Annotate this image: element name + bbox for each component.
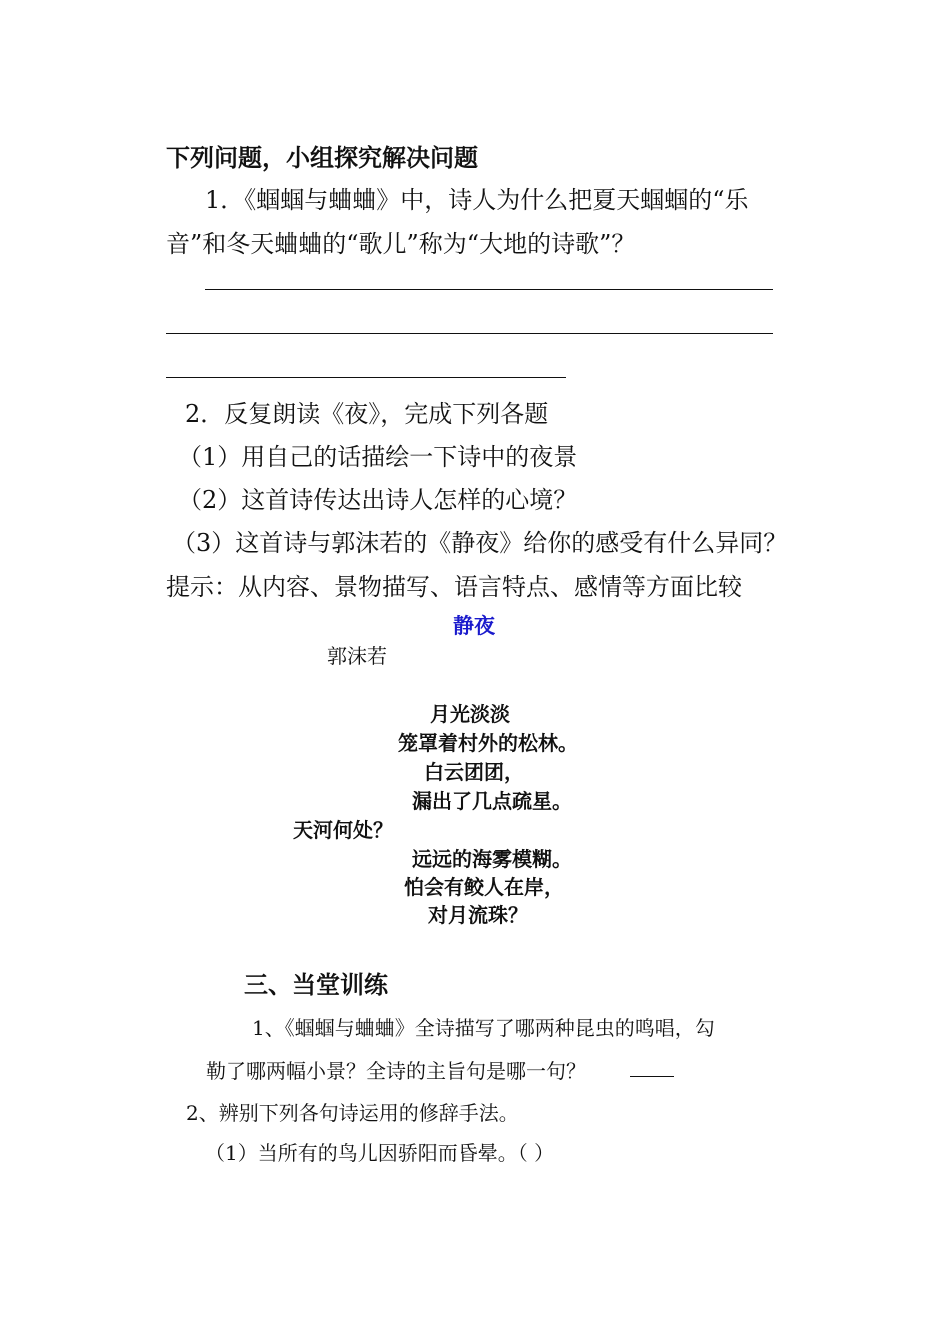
poem-line: 漏出了几点疏星。 [412,789,572,813]
practice-question-2: 2、辨别下列各句诗运用的修辞手法。 [186,1101,519,1125]
poem-line: 对月流珠？ [428,903,528,927]
question-2-hint: 提示：从内容、景物描写、语言特点、感情等方面比较 [166,573,742,601]
poem-line: 怕会有鲛人在岸， [404,875,564,899]
practice-heading: 三、当堂训练 [244,970,388,999]
question-2-item-3: （3）这首诗与郭沫若的《静夜》给你的感受有什么异同？ [172,529,788,557]
poem-line: 远远的海雾模糊。 [412,847,572,871]
question-1-line-2: 音”和冬天蛐蛐的“歌儿”称为“大地的诗歌”？ [166,230,636,258]
practice-question-1-line-2: 勒了哪两幅小景？全诗的主旨句是哪一句？ [206,1059,586,1083]
poem-author: 郭沫若 [327,644,387,668]
section-heading: 下列问题，小组探究解决问题 [166,143,478,172]
question-2-item-1: （1）用自己的话描绘一下诗中的夜景 [178,443,578,471]
practice-answer-blank [630,1076,674,1077]
question-1-line-1: 1．《蝈蝈与蛐蛐》中，诗人为什么把夏天蝈蝈的“乐 [205,186,749,214]
practice-question-2-item-1: （1）当所有的鸟儿因骄阳而昏晕。（ ） [205,1141,555,1165]
poem-line: 白云团团， [424,760,524,784]
answer-line-2 [166,333,773,334]
question-2-title: 2．反复朗读《夜》，完成下列各题 [185,400,549,428]
answer-line-3 [166,377,566,378]
poem-line: 月光淡淡 [430,702,510,726]
question-2-item-2: （2）这首诗传达出诗人怎样的心境？ [178,486,578,514]
poem-title: 静夜 [453,613,495,638]
poem-line: 天河何处？ [293,818,393,842]
practice-question-1-line-1: 1、《蝈蝈与蛐蛐》全诗描写了哪两种昆虫的鸣唱，勾 [252,1016,715,1040]
answer-line-1 [205,289,773,290]
poem-line: 笼罩着村外的松林。 [398,731,578,755]
